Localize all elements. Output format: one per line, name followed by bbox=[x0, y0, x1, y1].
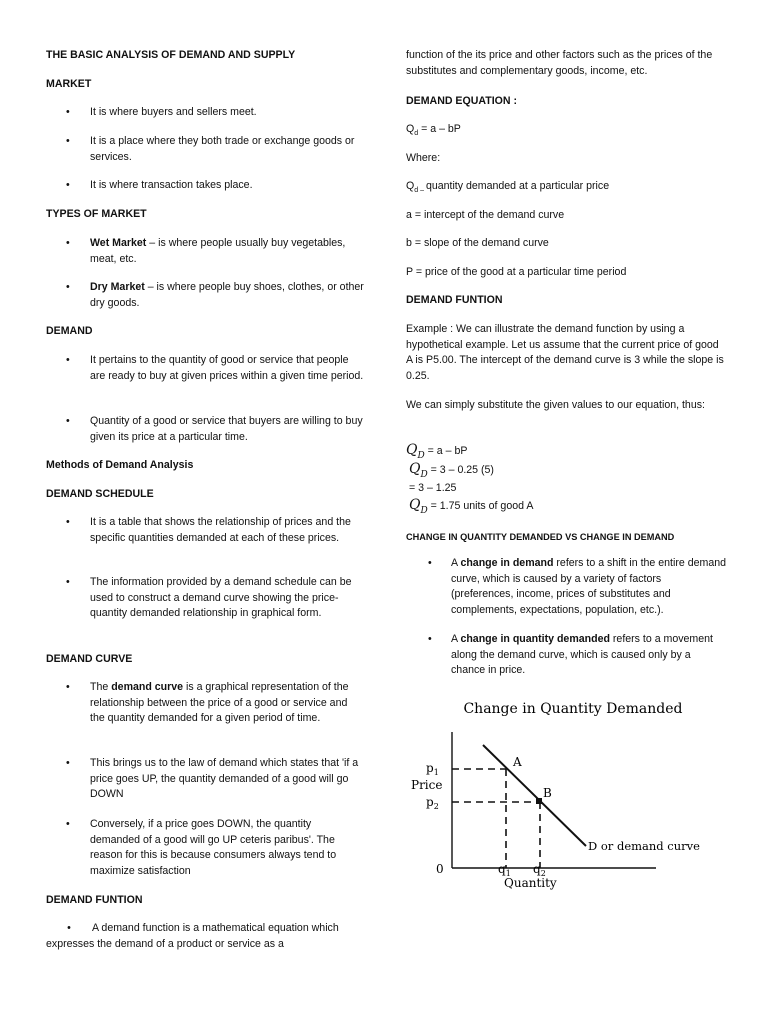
schedule-heading: DEMAND SCHEDULE bbox=[46, 488, 154, 500]
y-axis-label: Price bbox=[411, 778, 443, 792]
definition-qd: $Q_{d -}$ quantity demanded at a particular price bbox=[406, 180, 610, 195]
where-label: Where: bbox=[406, 152, 441, 164]
term: change in quantity demanded bbox=[460, 633, 610, 645]
point-a-label: A bbox=[513, 755, 522, 769]
x-axis-label: Quantity bbox=[504, 876, 557, 890]
origin-label: 0 bbox=[436, 862, 444, 876]
substitute-paragraph: We can simply substitute the given values to our equation, thus: bbox=[406, 399, 705, 411]
calc-line-3: = 3 – 1.25 bbox=[409, 482, 457, 494]
x-tick-q2: $q_2$ bbox=[533, 862, 546, 878]
term: change in demand bbox=[460, 557, 554, 569]
demand-curve-chart bbox=[406, 692, 736, 902]
curve-heading: DEMAND CURVE bbox=[46, 653, 133, 665]
market-heading: MARKET bbox=[46, 78, 92, 90]
point-b-marker bbox=[536, 798, 542, 804]
definition-a: a = intercept of the demand curve bbox=[406, 209, 565, 221]
curve-label: D or demand curve bbox=[588, 839, 700, 853]
equation: $Q_d = a$ – bP bbox=[406, 123, 461, 138]
methods-heading: Methods of Demand Analysis bbox=[46, 459, 194, 471]
document-title: THE BASIC ANALYSIS OF DEMAND AND SUPPLY bbox=[46, 49, 296, 61]
point-b-label: B bbox=[543, 786, 552, 800]
continuation-text: function of the its price and other factors such as the prices of the substitutes and complementary goods, income, etc. bbox=[406, 49, 713, 77]
term: Wet Market bbox=[90, 237, 147, 249]
function-heading: DEMAND FUNTION bbox=[46, 894, 143, 906]
demand-curve-line bbox=[483, 745, 586, 846]
calc-line-1: $Q_D = a$ – bP bbox=[406, 442, 468, 461]
definition-p: P = price of the good at a particular time period bbox=[406, 266, 627, 278]
y-tick-p2: $p_2$ bbox=[426, 795, 439, 811]
calc-line-4: $Q_D = 1.75$ units of good A bbox=[409, 497, 534, 516]
equation-heading: DEMAND EQUATION : bbox=[406, 95, 518, 107]
term: Dry Market bbox=[90, 281, 145, 293]
definition-b: b = slope of the demand curve bbox=[406, 237, 549, 249]
types-heading: TYPES OF MARKET bbox=[46, 208, 147, 220]
term: demand curve bbox=[111, 681, 184, 693]
function-heading-right: DEMAND FUNTION bbox=[406, 294, 503, 306]
function-paragraph: • A demand function is a mathematical equation which expresses the demand of a product or service as a bbox=[46, 922, 339, 950]
chart-title: Change in Quantity Demanded bbox=[463, 701, 683, 717]
calc-line-2: $Q_D = 3 - 0.25$ (5) bbox=[409, 461, 494, 480]
demand-heading: DEMAND bbox=[46, 325, 93, 337]
y-tick-p1: $p_1$ bbox=[426, 761, 439, 777]
x-tick-q1: $q_1$ bbox=[498, 862, 511, 878]
change-heading: CHANGE IN QUANTITY DEMANDED VS CHANGE IN DEMAND bbox=[406, 532, 675, 542]
example-paragraph: Example : We can illustrate the demand function by using a hypothetical example. Let us assume that the current price of good A is P5.00. The intercept of the demand curve is 3 while the slope is 0.25. bbox=[406, 323, 724, 382]
